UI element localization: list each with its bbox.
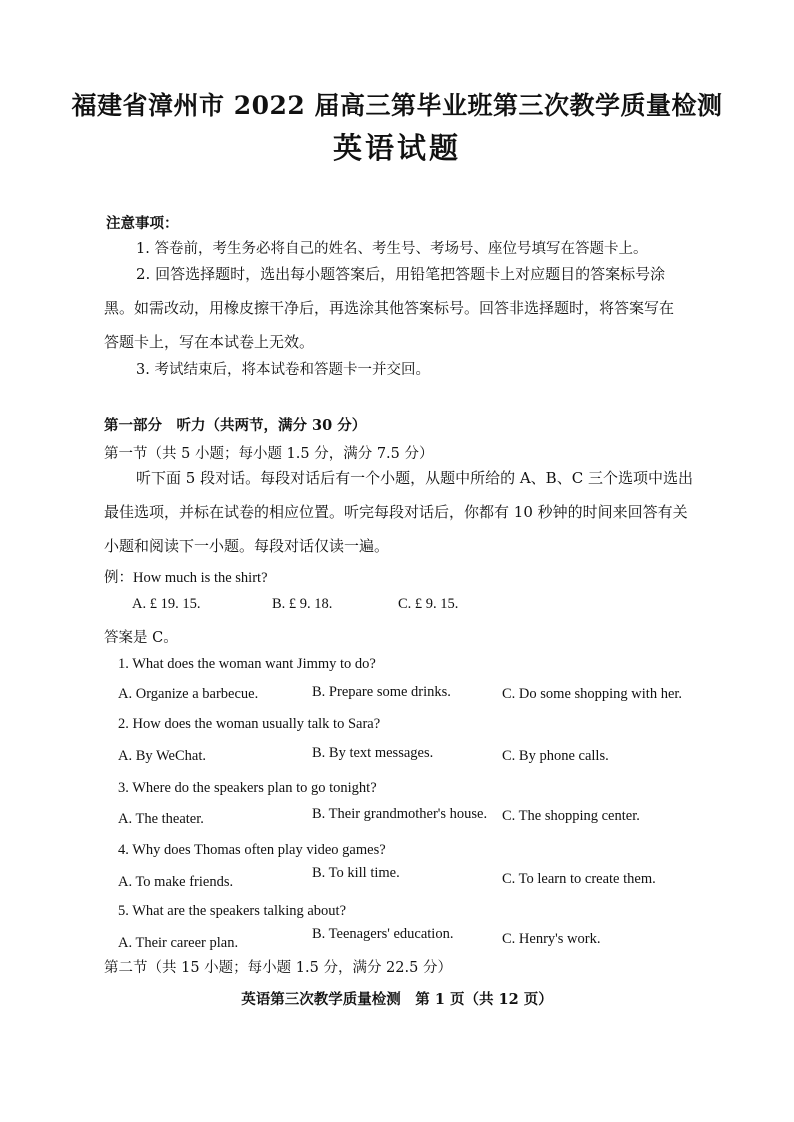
question-1-option-b: B. Prepare some drinks.: [312, 684, 451, 700]
section1-heading: 第一节（共 5 小题；每小题 1.5 分，满分 7.5 分）: [104, 446, 434, 462]
question-3-option-c: C. The shopping center.: [502, 808, 640, 824]
question-2-option-b: B. By text messages.: [312, 745, 434, 761]
section2-heading: 第二节（共 15 小题；每小题 1.5 分，满分 22.5 分）: [104, 960, 452, 976]
question-4-option-a: A. To make friends.: [118, 874, 234, 890]
question-4-option-c: C. To learn to create them.: [502, 871, 656, 887]
question-1: 1. What does the woman want Jimmy to do?: [118, 656, 376, 672]
question-1-option-a: A. Organize a barbecue.: [118, 686, 259, 702]
listening-instructions: 听下面 5 段对话。每段对话后有一个小题，从题中所给的 A、B、C 三个选项中选出最佳选项，并标在试卷的相应位置。听完每段对话后，你都有 10 秒钟的时间来回答有关小题和阅读下一小题。每段对话仅读一遍。: [104, 469, 693, 555]
example-option-c: C. £ 9. 15.: [398, 596, 459, 612]
question-2: 2. How does the woman usually talk to Sara?: [118, 716, 381, 732]
question-3: 3. Where do the speakers plan to go tonight?: [118, 780, 377, 796]
question-3-option-b: B. Their grandmother's house.: [312, 806, 488, 822]
page-footer: 英语第三次教学质量检测 第 1 页（共 12 页）: [241, 991, 553, 1008]
example-answer: 答案是 C。: [104, 630, 178, 646]
question-5: 5. What are the speakers talking about?: [118, 903, 347, 919]
question-3-option-a: A. The theater.: [118, 811, 204, 827]
exam-subtitle: 英语试题: [332, 131, 461, 165]
notice-item-2: 2. 回答选择题时，选出每小题答案后，用铅笔把答题卡上对应题目的答案标号涂黑。如需改动，用橡皮擦干净后，再选涂其他答案标号。回答非选择题时，将答案写在答题卡上，写在本试卷上无效。: [104, 265, 675, 351]
question-5-option-c: C. Henry's work.: [502, 931, 601, 947]
example-option-b: B. £ 9. 18.: [272, 596, 333, 612]
question-5-option-a: A. Their career plan.: [118, 935, 239, 951]
notice-item-1: 1. 答卷前，考生务必将自己的姓名、考生号、考场号、座位号填写在答题卡上。: [136, 241, 648, 257]
notice-item-3: 3. 考试结束后，将本试卷和答题卡一并交回。: [136, 362, 430, 378]
question-5-option-b: B. Teenagers' education.: [312, 926, 454, 942]
question-2-option-a: A. By WeChat.: [118, 748, 206, 764]
question-2-option-c: C. By phone calls.: [502, 748, 609, 764]
example-question: 例：How much is the shirt?: [104, 570, 268, 586]
question-1-option-c: C. Do some shopping with her.: [502, 686, 683, 702]
question-4: 4. Why does Thomas often play video games?: [118, 842, 386, 858]
exam-title: 福建省漳州市 2022 届高三第毕业班第三次教学质量检测: [71, 91, 723, 120]
question-4-option-b: B. To kill time.: [312, 865, 400, 881]
part1-heading: 第一部分 听力（共两节，满分 30 分）: [104, 417, 367, 434]
example-option-a: A. £ 19. 15.: [132, 596, 201, 612]
notice-heading: 注意事项：: [106, 215, 179, 232]
